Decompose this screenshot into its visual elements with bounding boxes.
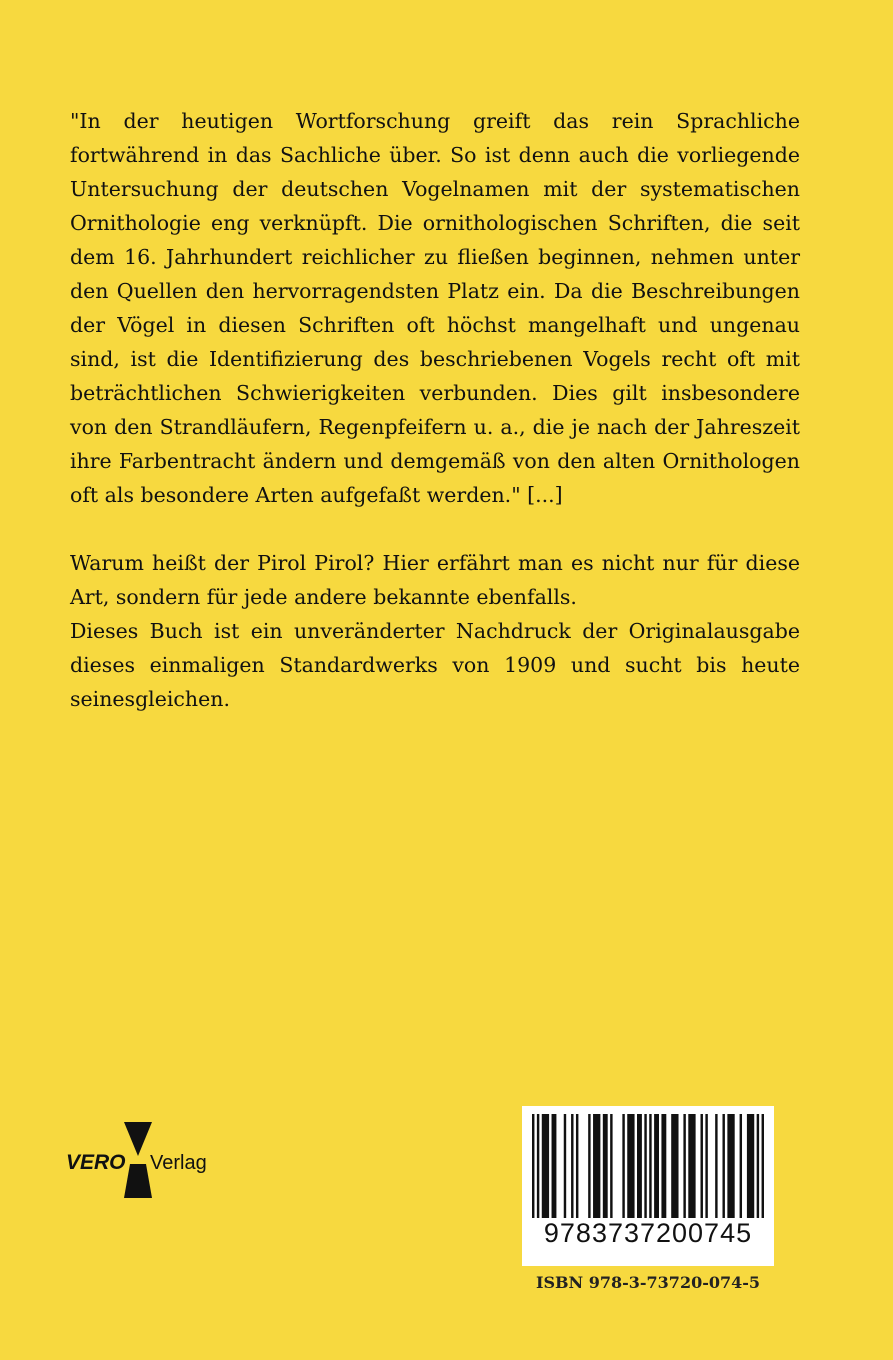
barcode-bar xyxy=(715,1114,717,1218)
barcode-bar xyxy=(593,1114,600,1218)
barcode-bar xyxy=(622,1114,624,1218)
publisher-logo xyxy=(66,1122,206,1198)
barcode-bar xyxy=(564,1114,566,1218)
barcode-bar xyxy=(637,1114,642,1218)
publisher-name-right: Verlag xyxy=(150,1152,206,1174)
barcode-bar xyxy=(762,1114,764,1218)
vero-verlag-logo-icon xyxy=(66,1122,206,1198)
barcode-bar xyxy=(701,1114,703,1218)
barcode-bar xyxy=(542,1114,549,1218)
quote-block xyxy=(70,104,800,512)
barcode xyxy=(522,1106,774,1266)
barcode-bar xyxy=(603,1114,608,1218)
barcode-bar xyxy=(576,1114,578,1218)
publisher-name-left: VERO xyxy=(66,1151,126,1174)
barcode-bar xyxy=(747,1114,754,1218)
barcode-bar xyxy=(654,1114,659,1218)
barcode-digits: 9783737200745 xyxy=(543,1218,753,1248)
description-paragraph-2: Dieses Buch ist ein unveränderter Nachdruck der Originalausgabe dieses einmaligen Standardwerks von 1909 und sucht bis heute seinesgleichen. xyxy=(70,619,800,711)
barcode-bar xyxy=(661,1114,666,1218)
barcode-bar xyxy=(671,1114,678,1218)
isbn-label: ISBN 978-3-73720-074-5 xyxy=(535,1273,761,1292)
barcode-bar xyxy=(571,1114,573,1218)
barcode-bar xyxy=(588,1114,590,1218)
barcode-bar xyxy=(683,1114,685,1218)
quote-paragraph: "In der heutigen Wortforschung greift das rein Sprachliche fortwährend in das Sachliche über. So ist denn auch die vorliegende Untersuchung der deutschen Vogelnamen mit der systematischen Ornithologie eng verknüpft. Die ornithologischen Schriften, die seit dem 16. Jahrhundert reichlicher zu fließen beginnen, nehmen unter den Quellen den hervorragendsten Platz ein. Da die Beschreibungen der Vögel in diesen Schriften oft höchst mangelhaft und ungenau sind, ist die Identifizierung des beschriebenen Vogels recht oft mit beträchtlichen Schwierigkeiten verbunden. Dies gilt insbesondere von den Strandläufern, Regenpfeifern u. a., die je nach der Jahreszeit ihre Farbentracht ändern und demgemäß von den alten Ornithologen oft als besondere Arten aufgefaßt werden." [...] xyxy=(70,109,800,507)
barcode-bar xyxy=(705,1114,707,1218)
barcode-bar xyxy=(552,1114,557,1218)
barcode-bar xyxy=(727,1114,734,1218)
barcode-bar xyxy=(757,1114,759,1218)
barcode-bar xyxy=(740,1114,742,1218)
barcode-bar xyxy=(644,1114,646,1218)
barcode-bar xyxy=(649,1114,651,1218)
barcode-bar xyxy=(688,1114,695,1218)
barcode-bars xyxy=(532,1114,764,1218)
description-paragraph-1: Warum heißt der Pirol Pirol? Hier erfährt man es nicht nur für diese Art, sondern für jede andere bekannte ebenfalls. xyxy=(70,551,800,609)
barcode-bar xyxy=(610,1114,612,1218)
description-block xyxy=(70,546,800,716)
barcode-bar xyxy=(537,1114,539,1218)
barcode-bar xyxy=(532,1114,534,1218)
barcode-bar xyxy=(722,1114,724,1218)
barcode-bar xyxy=(627,1114,634,1218)
